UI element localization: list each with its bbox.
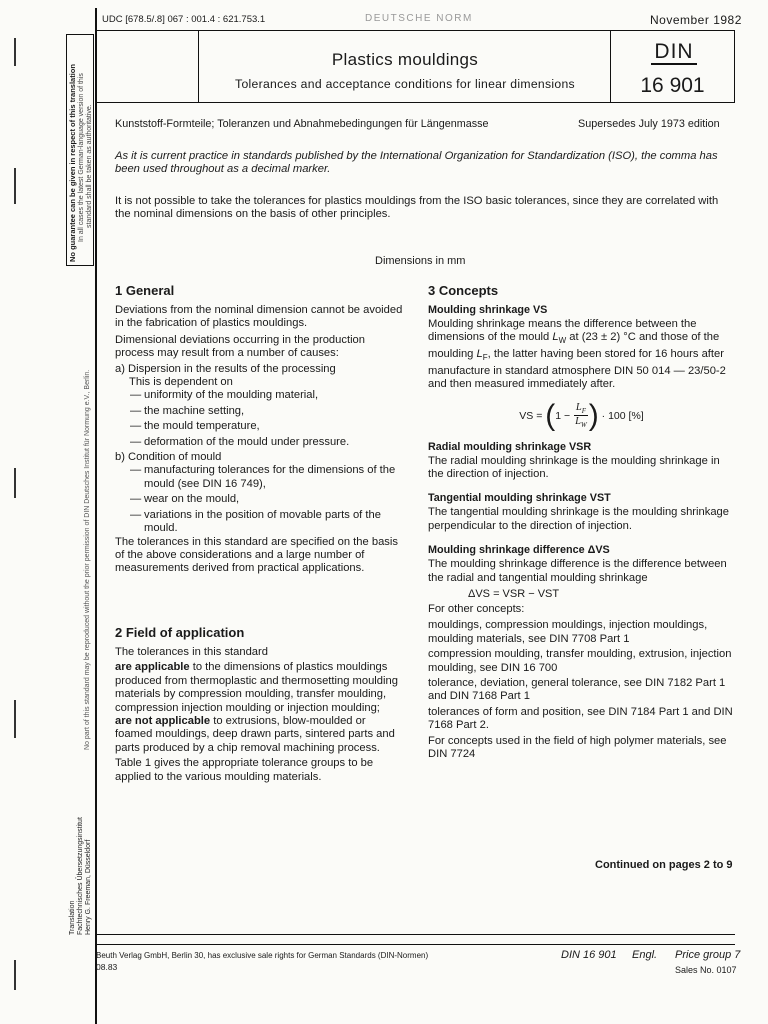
formula-tail: · 100 [%] [598, 409, 644, 422]
udc-code: UDC [678.5/.8] 067 : 001.4 : 621.753.1 [102, 14, 266, 25]
footer-din-ref: DIN 16 901 [561, 949, 617, 961]
footer-lang: Engl. [632, 949, 658, 961]
section-3 [428, 283, 735, 761]
cause-b-list [115, 464, 405, 535]
dvs-text: The moulding shrinkage difference is the difference between the radial and tangential moulding shrinkage [428, 558, 727, 584]
formula-denominator [573, 416, 589, 429]
other-concept-item: mouldings, compression mouldings, injection mouldings, moulding materials, see DIN 7708 Part 1 [428, 619, 708, 645]
section-1 [115, 283, 405, 576]
footer-rule-top [95, 934, 735, 935]
vs-text [428, 318, 735, 392]
list-item: — the mould temperature, [115, 420, 405, 433]
formula-lhs: VS = [519, 409, 546, 422]
general-p2: Dimensional deviations occurring in the production process may result from a number of causes: [115, 333, 365, 360]
formula-fraction [573, 402, 589, 429]
dvs-formula: ΔVS = VSR − VST [468, 587, 560, 600]
lf-symbol: L [476, 348, 483, 361]
din-logo [651, 42, 697, 66]
vs-title: Moulding shrinkage VS [428, 304, 548, 316]
field-p1: The tolerances in this standard [115, 646, 268, 658]
guarantee-note-1: No guarantee can be given in respect of this translation [68, 64, 77, 262]
section-2-heading: 2 Field of application [115, 625, 245, 640]
not-applicable-text: to extrusions, blow-moulded or foamed mouldings, deep drawn parts, sintered parts and parts produced by a chip removal machining process. [115, 715, 395, 754]
din-logo-rule [651, 63, 697, 65]
vst-text: The tangential moulding shrinkage is the moulding shrinkage perpendicular to the direction of injection. [428, 506, 730, 532]
field-not-applicable [115, 715, 405, 755]
din-number: 16 901 [640, 74, 705, 97]
document-subtitle: Tolerances and acceptance conditions for linear dimensions [235, 77, 575, 91]
lf-subscript: F [482, 353, 488, 363]
cause-a-label: a) Dispersion in the results of the processing [115, 362, 336, 375]
vs-text-3: , the latter having been stored for 16 hours after manufacture in standard atmosphere DIN 50 014 — 23/50-2 and then measured immediately after. [428, 348, 726, 391]
denominator-symbol: L [575, 416, 581, 427]
continued-note: Continued on pages 2 to 9 [595, 859, 733, 871]
other-concept-item: tolerances of form and position, see DIN 7184 Part 1 and DIN 7168 Part 2. [428, 705, 733, 732]
binder-mark [14, 700, 16, 738]
list-item: — uniformity of the moulding material, [115, 389, 405, 402]
not-applicable-bold: are not applicable [115, 715, 211, 728]
german-title: Kunststoff-Formteile; Toleranzen und Abnahmebedingungen für Längenmasse [115, 118, 489, 130]
list-item: — variations in the position of movable parts of the mould. [115, 509, 405, 536]
other-concepts-intro: For other concepts: [428, 602, 525, 615]
formula-numerator [574, 402, 588, 416]
lw-subscript: W [558, 336, 567, 346]
translation-institute: Fachtechnisches Übersetzungsinstitut [77, 817, 84, 935]
section-3-heading: 3 Concepts [428, 283, 499, 298]
vst-title: Tangential moulding shrinkage VST [428, 492, 611, 505]
cause-b-label: b) Condition of mould [115, 451, 222, 464]
other-concept-item: For concepts used in the field of high polymer materials, see DIN 7724 [428, 734, 727, 760]
print-code: 08.83 [96, 962, 118, 972]
din-logo-text: DIN [654, 40, 694, 63]
field-applicable [115, 661, 405, 715]
header-right-edge [734, 30, 735, 102]
binder-mark [14, 960, 16, 990]
dvs-title: Moulding shrinkage difference ΔVS [428, 544, 610, 557]
translation-author: Henry G. Freeman, Düsseldorf [85, 839, 92, 935]
denominator-sub: W [580, 421, 587, 430]
header-divider-left [198, 30, 199, 102]
publication-date: November 1982 [650, 13, 742, 27]
field-p2: Table 1 gives the appropriate tolerance groups to be applied to the various moulding materials. [115, 757, 374, 783]
list-item: — deformation of the mould under pressure. [115, 436, 405, 449]
translation-label: Translation [69, 900, 76, 935]
formula-paren-open: ( [545, 398, 556, 432]
cause-a-list [115, 389, 405, 449]
applicable-bold: are applicable [115, 661, 190, 674]
section-1-heading: 1 General [115, 283, 175, 298]
guarantee-note-2: In all cases the latest German-language version of this [78, 73, 85, 242]
numerator-symbol: L [575, 401, 582, 413]
sales-number: Sales No. 0107 [675, 965, 737, 975]
applicable-text: to the dimensions of plastics mouldings produced from thermoplastic and thermosetting moulding materials by compression moulding, transfer moulding, compression injection moulding or injection moulding; [115, 661, 398, 714]
header-top-rule [95, 30, 735, 31]
guarantee-note-3: standard shall be taken as authoritative. [86, 104, 93, 228]
binder-mark [14, 468, 16, 498]
supersedes-note: Supersedes July 1973 edition [578, 118, 720, 130]
copyright-note: No part of this standard may be reproduced without the prior permission of DIN Deutsches Institut für Normung e.V., Berlin. [84, 369, 91, 750]
general-p3: The tolerances in this standard are specified on the basis of the above considerations and a large number of measurements derived from practical applications. [115, 535, 398, 575]
lw-symbol: L [552, 331, 559, 344]
list-item: — wear on the mould, [115, 493, 405, 506]
vsr-text: The radial moulding shrinkage is the moulding shrinkage in the direction of injection. [428, 454, 720, 480]
formula-one: 1 − [555, 409, 574, 422]
section-2 [115, 625, 405, 784]
publisher-note: Beuth Verlag GmbH, Berlin 30, has exclusive sale rights for German Standards (DIN-Normen) [96, 951, 429, 960]
price-group: Price group 7 [675, 949, 741, 961]
iso-note: As it is current practice in standards published by the International Organization for Standardization (ISO), the comma has been used throughout as a decimal marker. [115, 150, 718, 176]
footer-rule-bottom [95, 944, 735, 945]
numerator-sub: F [581, 407, 586, 415]
vsr-title: Radial moulding shrinkage VSR [428, 440, 592, 453]
binder-mark [14, 38, 16, 66]
vs-formula [428, 395, 735, 437]
tolerance-note: It is not possible to take the tolerances for plastics mouldings from the ISO basic tolerances, since they are correlated with the nominal dimensions on the basis of other principles. [115, 195, 719, 221]
vs-text-1: Moulding shrinkage means the difference between the dimensions of the mould [428, 318, 697, 344]
left-border [95, 8, 97, 1024]
list-item: — manufacturing tolerances for the dimensions of the mould (see DIN 16 749), [115, 464, 405, 491]
dimensions-note: Dimensions in mm [375, 255, 466, 267]
list-item: — the machine setting, [115, 405, 405, 418]
general-p1: Deviations from the nominal dimension cannot be avoided in the fabrication of plastics mouldings. [115, 304, 403, 330]
document-title: Plastics mouldings [331, 50, 479, 69]
formula-paren-close: ) [588, 398, 599, 432]
binder-mark [14, 168, 16, 204]
vs-text-2: at (23 ± 2) °C and those of the moulding [428, 331, 720, 361]
header-bottom-rule [95, 102, 735, 103]
cause-a-sub: This is dependent on [129, 376, 233, 389]
other-concept-item: compression moulding, transfer moulding, extrusion, injection moulding, see DIN 16 700 [428, 648, 732, 674]
norm-label: DEUTSCHE NORM [365, 13, 473, 24]
other-concept-item: tolerance, deviation, general tolerance, see DIN 7182 Part 1 and DIN 7168 Part 1 [428, 676, 726, 703]
